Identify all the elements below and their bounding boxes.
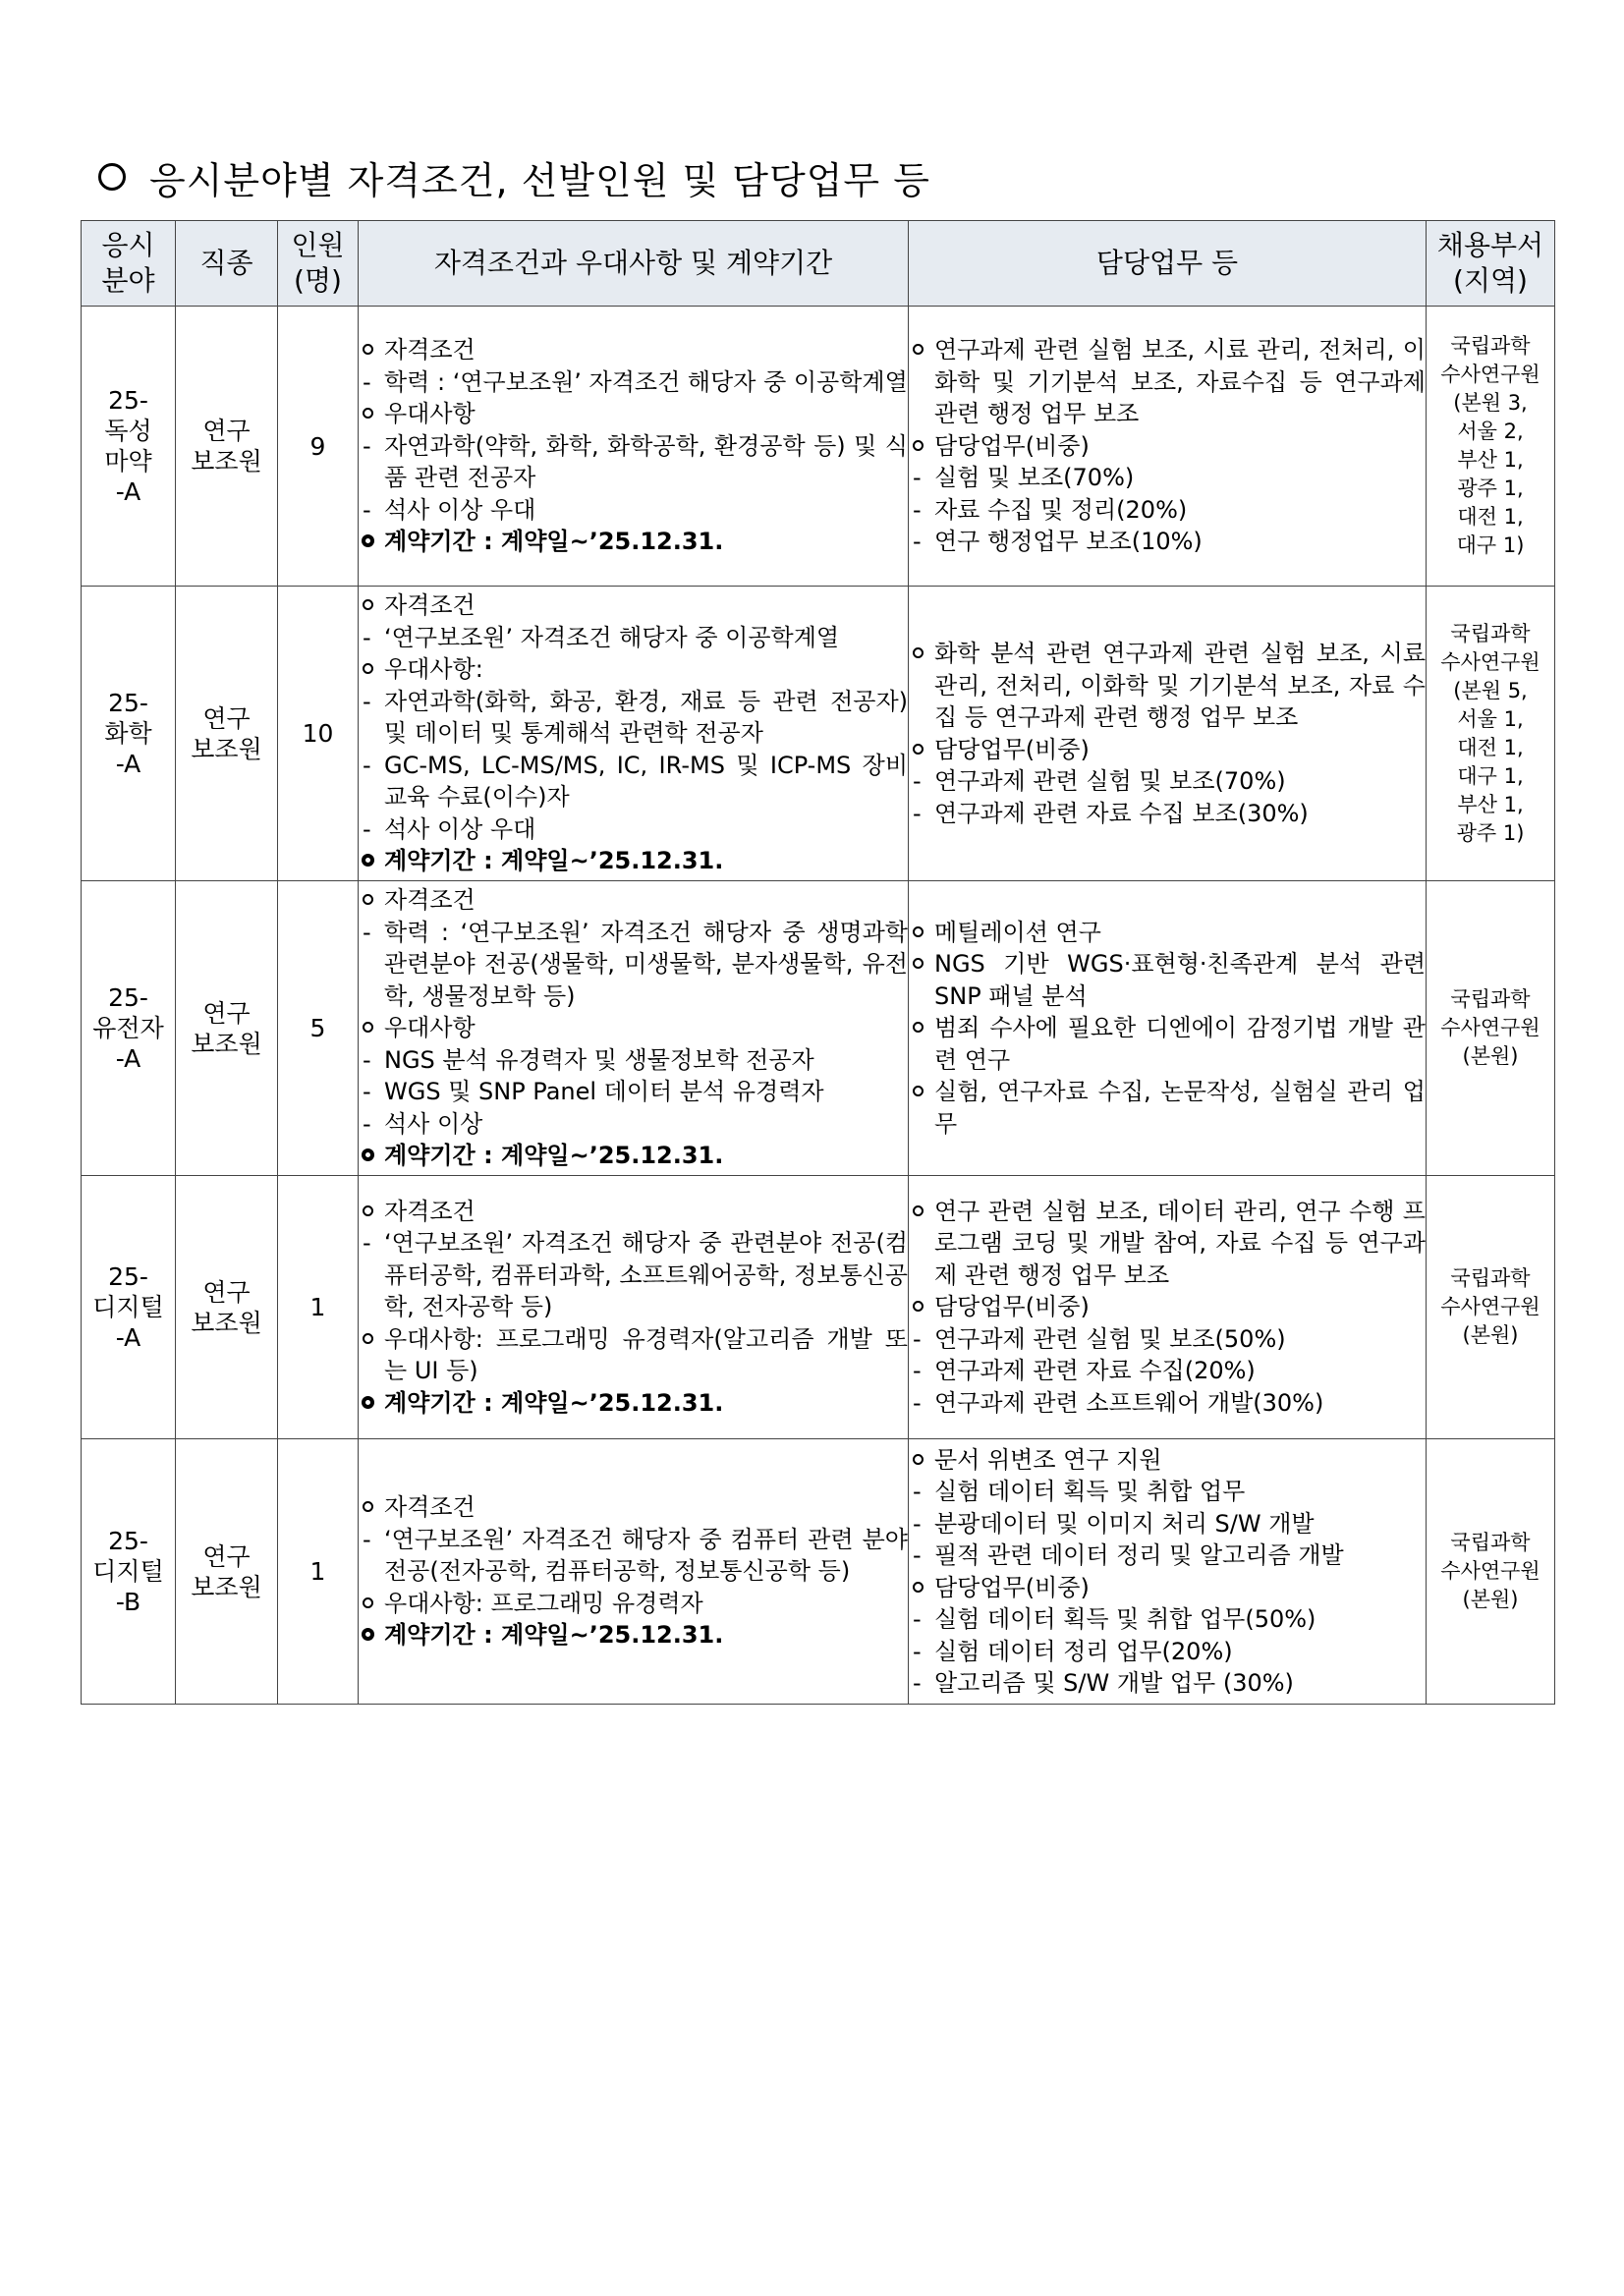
list-item: ‘연구보조원’ 자격조건 해당자 중 이공학계열 <box>384 623 840 651</box>
table-row <box>82 587 1555 881</box>
field-cell: 25- 독성 마약 -A <box>82 307 176 587</box>
department-cell: 국립과학 수사연구원 (본원 3, 서울 2, 부산 1, 광주 1, 대전 1, 대구 1) <box>1427 307 1555 587</box>
field-cell: 25- 디지털 -B <box>82 1439 176 1705</box>
list-item: 우대사항: 프로그래밍 유경력자 <box>384 1589 703 1617</box>
list-item: 계약기간 : 계약일~’25.12.31. <box>384 1142 724 1170</box>
header-duties: 담당업무 등 <box>909 221 1427 307</box>
duties-cell <box>909 1439 1427 1705</box>
list-item: 연구과제 관련 자료 수집 보조(30%) <box>934 799 1309 827</box>
list-item: 실험, 연구자료 수집, 논문작성, 실험실 관리 업무 <box>934 1078 1426 1138</box>
qualifications-cell <box>359 1176 909 1439</box>
list-item: 자연과학(화학, 화공, 환경, 재료 등 관련 전공자) 및 데이터 및 통계해석 관련학 전공자 <box>384 687 908 748</box>
job-cell: 연구 보조원 <box>176 587 278 881</box>
list-item: 담당업무(비중) <box>934 735 1090 763</box>
table-row <box>82 1439 1555 1705</box>
list-item: 실험 데이터 획득 및 취합 업무 <box>934 1478 1246 1505</box>
table-header-row <box>82 221 1555 307</box>
section-heading-text: 응시분야별 자격조건, 선발인원 및 담당업무 등 <box>149 158 930 202</box>
list-item: WGS 및 SNP Panel 데이터 분석 유경력자 <box>384 1078 824 1106</box>
list-item: 연구과제 관련 실험 및 보조(70%) <box>934 767 1286 795</box>
list-item: 연구과제 관련 자료 수집(20%) <box>934 1357 1256 1385</box>
list-item: 자격조건 <box>384 1493 476 1522</box>
list-item: 메틸레이션 연구 <box>934 918 1101 946</box>
list-item: 학력 : ‘연구보조원’ 자격조건 해당자 중 이공학계열 <box>384 367 908 396</box>
list-item: 계약기간 : 계약일~’25.12.31. <box>384 847 724 875</box>
job-cell: 연구 보조원 <box>176 1176 278 1439</box>
list-item: 자격조건 <box>384 1197 476 1225</box>
list-item: 석사 이상 우대 <box>384 495 536 524</box>
list-item: 석사 이상 우대 <box>384 814 536 843</box>
list-item: 계약기간 : 계약일~’25.12.31. <box>384 528 724 556</box>
duties-cell <box>909 587 1427 881</box>
table-row <box>82 1176 1555 1439</box>
field-cell: 25- 화학 -A <box>82 587 176 881</box>
duties-cell <box>909 881 1427 1176</box>
count-cell: 5 <box>278 881 359 1176</box>
list-item: 계약기간 : 계약일~’25.12.31. <box>384 1621 724 1650</box>
table-row <box>82 307 1555 587</box>
job-cell: 연구 보조원 <box>176 307 278 587</box>
list-item: 담당업무(비중) <box>934 1573 1090 1601</box>
list-item: NGS 분석 유경력자 및 생물정보학 전공자 <box>384 1045 814 1074</box>
count-cell: 9 <box>278 307 359 587</box>
list-item: 자격조건 <box>384 591 476 620</box>
field-cell: 25- 디지털 -A <box>82 1176 176 1439</box>
list-item: 분광데이터 및 이미지 처리 S/W 개발 <box>934 1509 1315 1538</box>
department-cell: 국립과학 수사연구원 (본원 5, 서울 1, 대전 1, 대구 1, 부산 1, 광주 1) <box>1427 587 1555 881</box>
list-item: 자료 수집 및 정리(20%) <box>934 495 1188 524</box>
qualifications-cell <box>359 1439 909 1705</box>
duties-cell <box>909 307 1427 587</box>
field-cell: 25- 유전자 -A <box>82 881 176 1176</box>
qualifications-cell <box>359 307 909 587</box>
list-item: ‘연구보조원’ 자격조건 해당자 중 관련분야 전공(컴퓨터공학, 컴퓨터과학, 소프트웨어공학, 정보통신공학, 전자공학 등) <box>384 1229 908 1321</box>
list-item: NGS 기반 WGS·표현형·친족관계 분석 관련 SNP 패널 분석 <box>934 950 1426 1010</box>
list-item: ‘연구보조원’ 자격조건 해당자 중 컴퓨터 관련 분야 전공(전자공학, 컴퓨터공학, 정보통신공학 등) <box>384 1525 908 1586</box>
list-item: 실험 데이터 획득 및 취합 업무(50%) <box>934 1605 1316 1633</box>
list-item: 실험 데이터 정리 업무(20%) <box>934 1637 1233 1665</box>
table-row <box>82 881 1555 1176</box>
header-job: 직종 <box>176 221 278 307</box>
department-cell: 국립과학 수사연구원 (본원) <box>1427 881 1555 1176</box>
list-item: 자격조건 <box>384 886 476 915</box>
list-item: 연구과제 관련 실험 보조, 시료 관리, 전처리, 이화학 및 기기분석 보조, 자료수집 등 연구과제 관련 행정 업무 보조 <box>934 336 1426 428</box>
list-item: 계약기간 : 계약일~’25.12.31. <box>384 1388 724 1417</box>
list-item: 우대사항 <box>384 400 476 428</box>
department-cell: 국립과학 수사연구원 (본원) <box>1427 1439 1555 1705</box>
list-item: 학력 : ‘연구보조원’ 자격조건 해당자 중 생명과학 관련분야 전공(생물학, 미생물학, 분자생물학, 유전학, 생물정보학 등) <box>384 918 908 1010</box>
list-item: 알고리즘 및 S/W 개발 업무 (30%) <box>934 1669 1294 1697</box>
count-cell: 10 <box>278 587 359 881</box>
list-item: 자연과학(약학, 화학, 화학공학, 환경공학 등) 및 식품 관련 전공자 <box>384 431 908 492</box>
header-field: 응시 분야 <box>82 221 176 307</box>
list-item: GC-MS, LC-MS/MS, IC, IR-MS 및 ICP-MS 장비 교육 수료(이수)자 <box>384 751 908 812</box>
count-cell: 1 <box>278 1176 359 1439</box>
list-item: 연구 행정업무 보조(10%) <box>934 528 1203 556</box>
list-item: 우대사항: 프로그래밍 유경력자(알고리즘 개발 또는 UI 등) <box>384 1324 908 1385</box>
list-item: 우대사항: <box>384 655 483 684</box>
list-item: 우대사항 <box>384 1014 476 1042</box>
circle-bullet-icon <box>98 163 126 191</box>
list-item: 석사 이상 <box>384 1109 483 1138</box>
list-item: 연구과제 관련 소프트웨어 개발(30%) <box>934 1388 1324 1417</box>
recruitment-table <box>81 220 1555 1705</box>
list-item: 담당업무(비중) <box>934 1293 1090 1321</box>
qualifications-cell <box>359 587 909 881</box>
count-cell: 1 <box>278 1439 359 1705</box>
list-item: 실험 및 보조(70%) <box>934 464 1135 492</box>
header-count: 인원 (명) <box>278 221 359 307</box>
list-item: 범죄 수사에 필요한 디엔에이 감정기법 개발 관련 연구 <box>934 1014 1426 1074</box>
list-item: 연구과제 관련 실험 및 보조(50%) <box>934 1324 1286 1353</box>
qualifications-cell <box>359 881 909 1176</box>
section-heading <box>98 147 930 206</box>
job-cell: 연구 보조원 <box>176 881 278 1176</box>
job-cell: 연구 보조원 <box>176 1439 278 1705</box>
list-item: 자격조건 <box>384 336 476 364</box>
department-cell: 국립과학 수사연구원 (본원) <box>1427 1176 1555 1439</box>
table-body <box>82 307 1555 1705</box>
list-item: 문서 위변조 연구 지원 <box>934 1445 1162 1474</box>
list-item: 화학 분석 관련 연구과제 관련 실험 보조, 시료 관리, 전처리, 이화학 및 기기분석 보조, 자료 수집 등 연구과제 관련 행정 업무 보조 <box>934 640 1426 731</box>
header-qualifications: 자격조건과 우대사항 및 계약기간 <box>359 221 909 307</box>
duties-cell <box>909 1176 1427 1439</box>
list-item: 필적 관련 데이터 정리 및 알고리즘 개발 <box>934 1541 1344 1569</box>
list-item: 담당업무(비중) <box>934 431 1090 460</box>
list-item: 연구 관련 실험 보조, 데이터 관리, 연구 수행 프로그램 코딩 및 개발 참여, 자료 수집 등 연구과제 관련 행정 업무 보조 <box>934 1197 1426 1289</box>
header-department: 채용부서 (지역) <box>1427 221 1555 307</box>
